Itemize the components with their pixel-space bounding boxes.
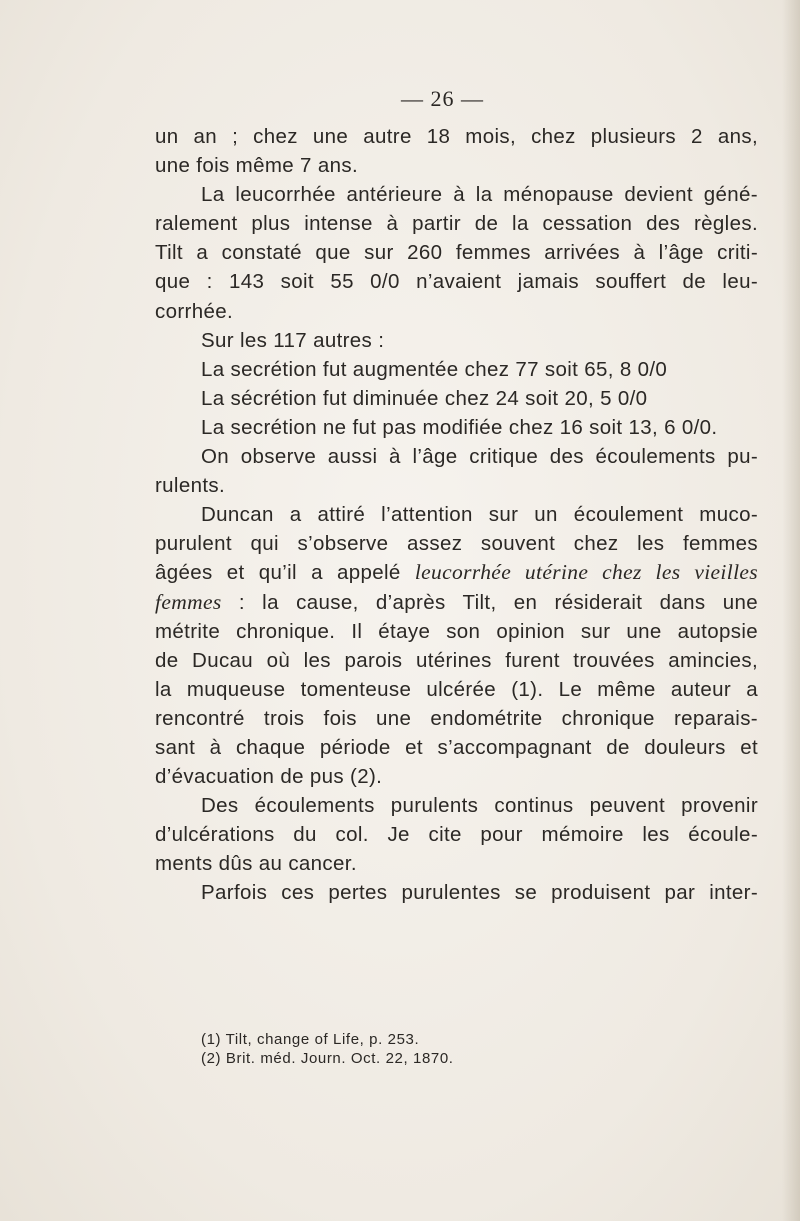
text-span: : la cause, d’après Tilt, en résiderait dans une <box>221 590 758 614</box>
text-line: purulent qui s’observe assez souvent chez les femmes <box>155 532 758 556</box>
text-line: d’évacuation de pus (2). <box>155 765 383 789</box>
text-line: un an ; chez une autre 18 mois, chez plusieurs 2 ans, <box>155 125 758 148</box>
text-line: Des écoulements purulents continus peuvent provenir <box>201 794 758 818</box>
text-line: La secrétion ne fut pas modifiée chez 16 soit 13, 6 0/0. <box>201 415 718 439</box>
text-line: rencontré trois fois une endométrite chronique reparais- <box>155 706 758 730</box>
text-line: La sécrétion fut diminuée chez 24 soit 20, 5 0/0 <box>201 386 648 410</box>
footnote: (2) Brit. méd. Journ. Oct. 22, 1870. <box>201 1050 454 1067</box>
text-line <box>155 558 758 587</box>
body-text <box>155 122 758 908</box>
page-edge-shadow <box>782 0 800 1221</box>
text-line: Parfois ces pertes purulentes se produisent par inter- <box>201 881 758 905</box>
text-line: Tilt a constaté que sur 260 femmes arrivées à l’âge criti- <box>155 241 758 265</box>
text-line: Sur les 117 autres : <box>201 328 385 352</box>
text-line: de Ducau où les parois utérines furent trouvées amincies, <box>155 648 758 672</box>
footnotes <box>201 1030 721 1068</box>
text-span: âgées et qu’il a appelé <box>155 561 401 585</box>
text-line: La leucorrhée antérieure à la ménopause devient géné- <box>201 183 758 207</box>
text-line: ments dûs au cancer. <box>155 852 357 876</box>
text-line: Duncan a attiré l’attention sur un écoulement muco- <box>201 503 758 527</box>
italic-phrase: femmes <box>155 589 222 614</box>
text-line: ralement plus intense à partir de la cessation des règles. <box>155 212 758 236</box>
text-line: rulents. <box>155 474 226 498</box>
text-line: On observe aussi à l’âge critique des écoulements pu- <box>201 445 758 469</box>
text-line: d’ulcérations du col. Je cite pour mémoire les écoule- <box>155 823 758 847</box>
text-line: une fois même 7 ans. <box>155 154 358 178</box>
italic-phrase: leucorrhée utérine chez les vieilles <box>414 560 759 585</box>
text-line <box>155 588 758 617</box>
text-line: sant à chaque période et s’accompagnant de douleurs et <box>155 735 758 759</box>
text-line: La secrétion fut augmentée chez 77 soit 65, 8 0/0 <box>201 357 668 381</box>
page-number: — 26 — <box>401 86 484 111</box>
text-line: métrite chronique. Il étaye son opinion sur une autopsie <box>155 619 758 643</box>
text-line: que : 143 soit 55 0/0 n’avaient jamais souffert de leu- <box>155 270 758 294</box>
text-line: corrhée. <box>155 299 234 323</box>
footnote: (1) Tilt, change of Life, p. 253. <box>201 1031 420 1048</box>
text-line: la muqueuse tomenteuse ulcérée (1). Le même auteur a <box>155 677 758 701</box>
